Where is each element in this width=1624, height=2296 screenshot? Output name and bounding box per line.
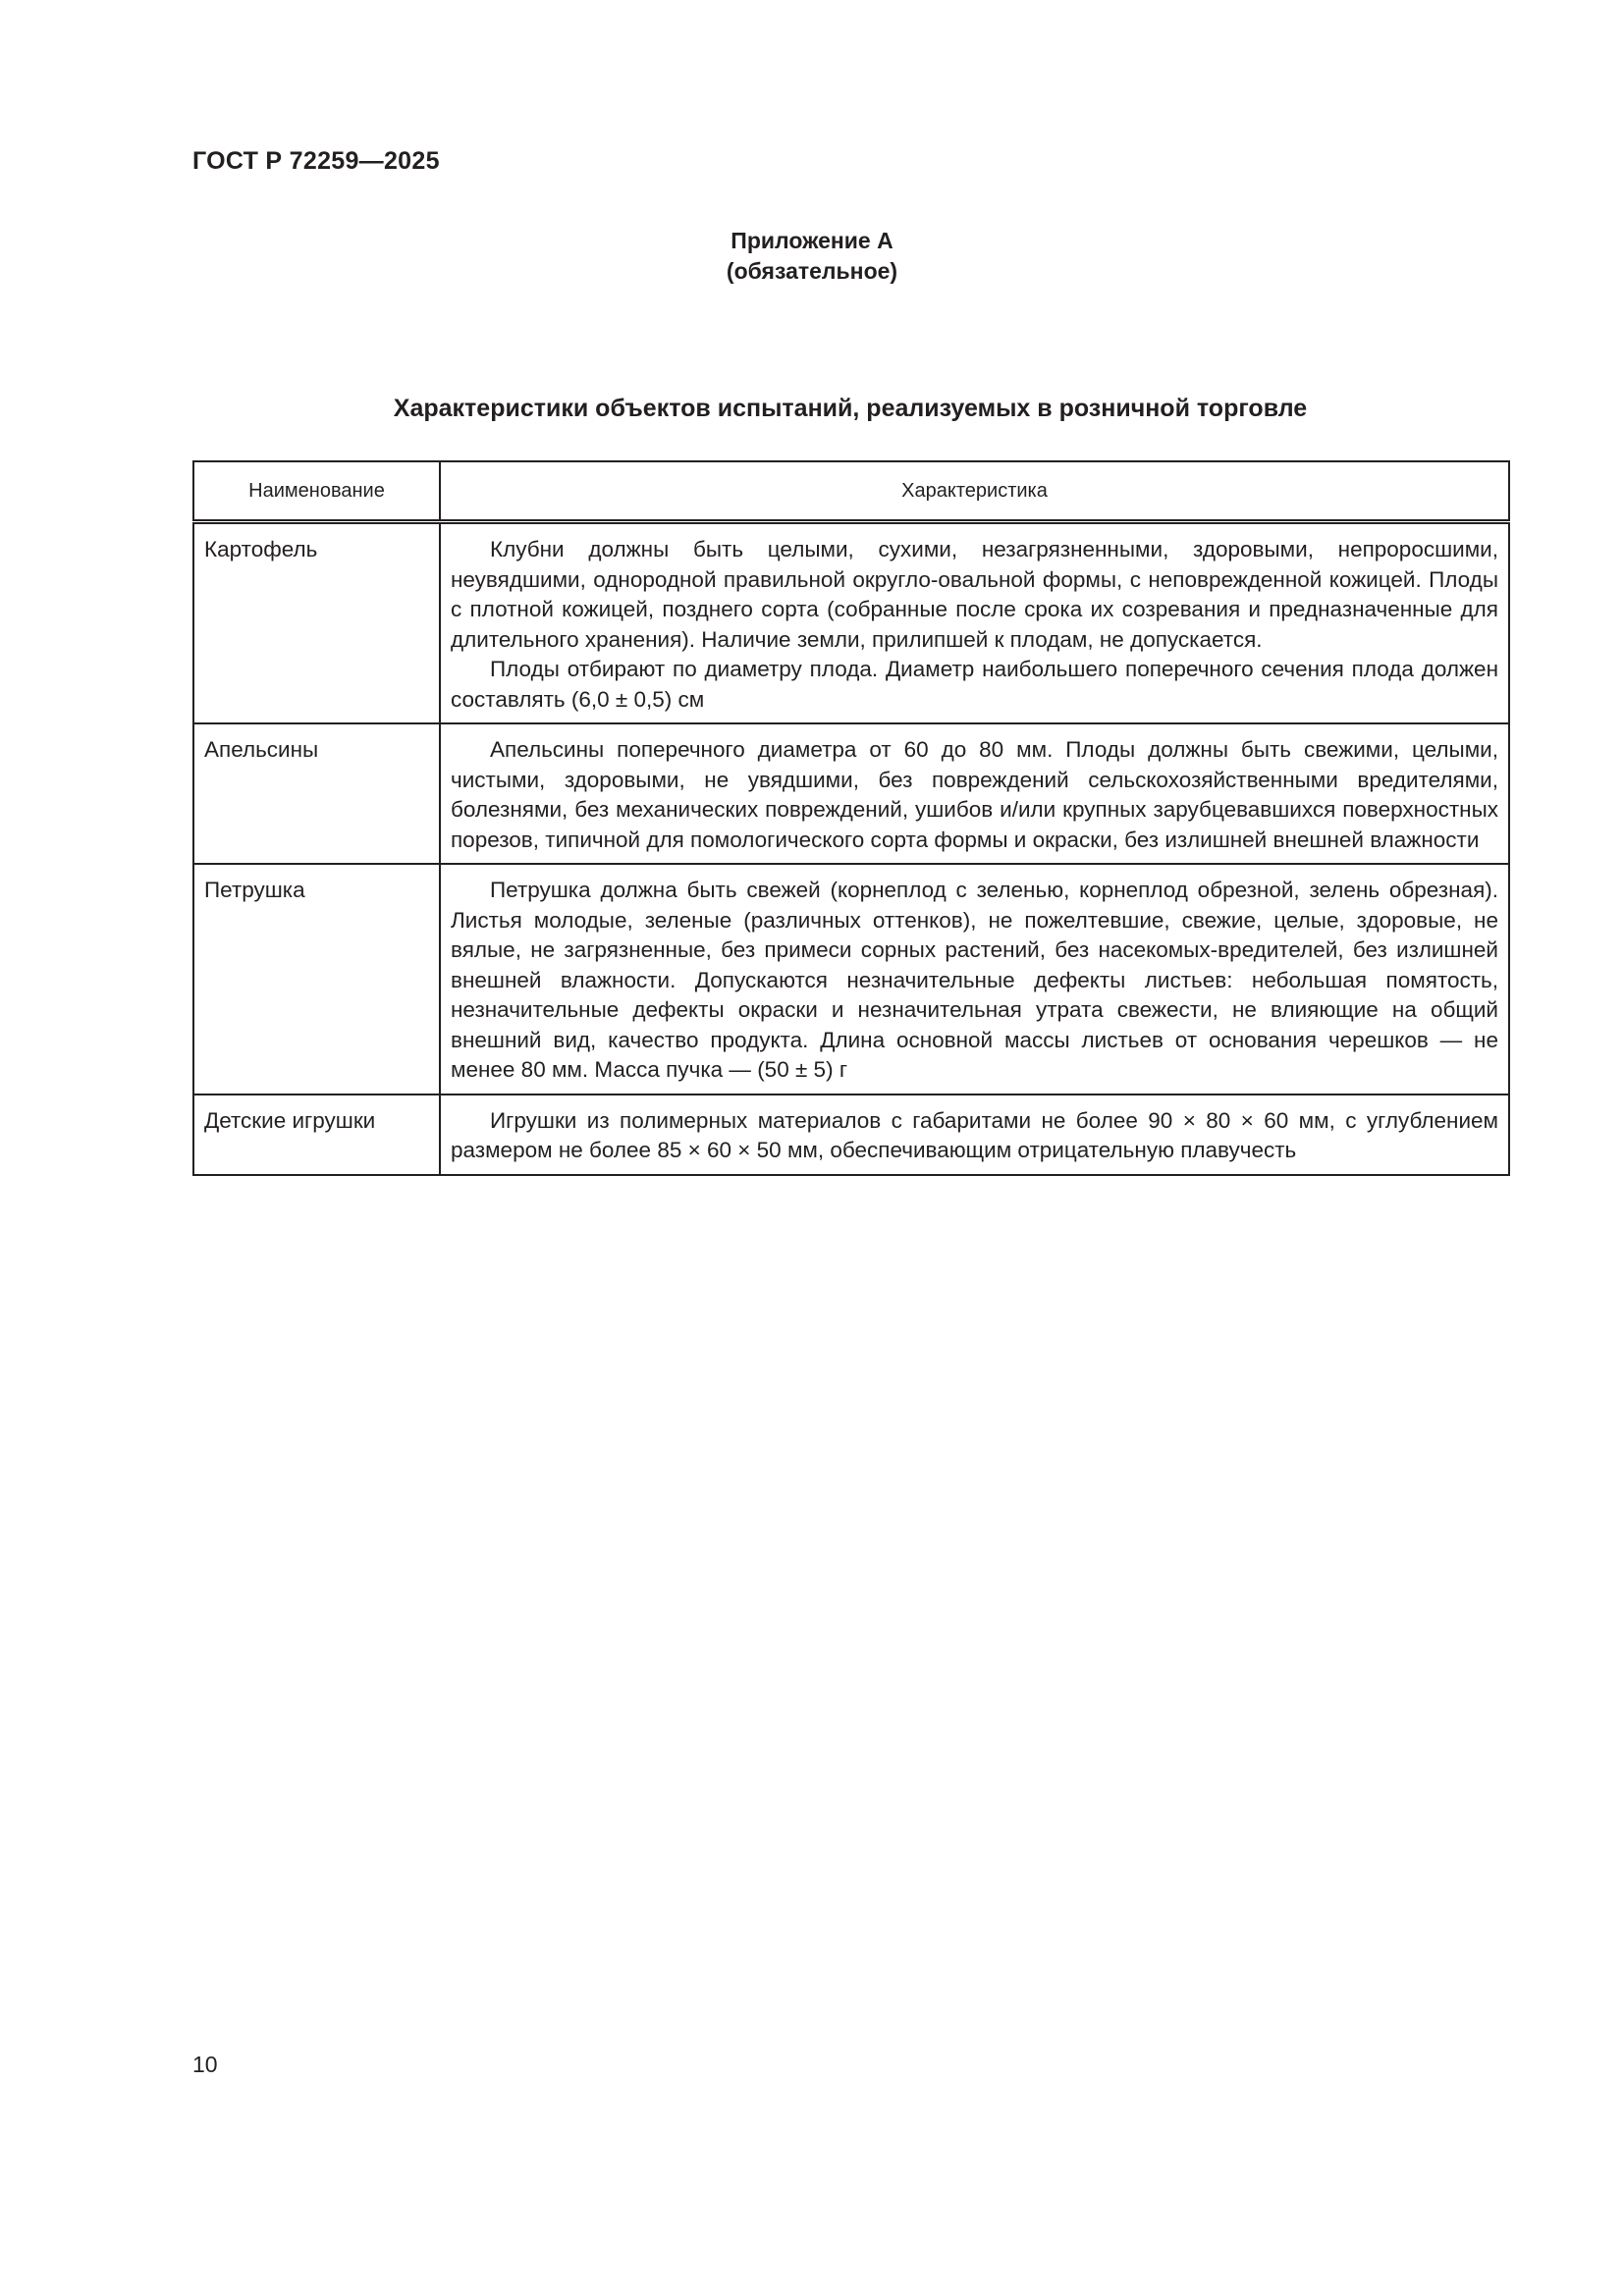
table-row-parsley xyxy=(193,864,1509,1095)
row-name-cell: Апельсины xyxy=(193,723,440,864)
description-paragraph: Петрушка должна быть свежей (корнеплод с зеленью, корнеплод обрезной, зелень обрезная). Листья молодые, зеленые (различных оттенков), не пожелтевшие, свежие, целые, здоровые, не вялые, не загрязненные, без примеси сорных растений, без насекомых-вредителей, без излишней внешней влажности. Допускаются незначительные дефекты листьев: небольшая помятость, незначительные дефекты окраски и незначительная утрата свежести, не влияющие на общий внешний вид, качество продукта. Длина основной массы листьев от основания черешков — не менее 80 мм. Масса пучка — (50 ± 5) г xyxy=(451,878,1498,1082)
description-paragraph: Клубни должны быть целыми, сухими, незагрязненными, здоровыми, непроросшими, неувядшими, однородной правильной округло-овальной формы, с неповрежденной кожицей. Плоды с плотной кожицей, позднего сорта (собранные после срока их созревания и предназначенные для длительного хранения). Наличие земли, прилипшей к плодам, не допускается. xyxy=(451,537,1498,652)
table-row-potato xyxy=(193,522,1509,724)
row-name-cell: Детские игрушки xyxy=(193,1095,440,1175)
table-row-toys xyxy=(193,1095,1509,1175)
page-number: 10 xyxy=(192,2052,218,2077)
row-description-cell xyxy=(440,522,1509,724)
document-code: ГОСТ Р 72259—2025 xyxy=(192,147,440,175)
annex-title: Приложение А xyxy=(731,228,893,253)
characteristics-table xyxy=(192,460,1510,1176)
table-row-oranges xyxy=(193,723,1509,864)
column-header-name: Наименование xyxy=(193,461,440,522)
row-description-cell xyxy=(440,723,1509,864)
annex-status: (обязательное) xyxy=(726,258,898,284)
row-name-cell: Петрушка xyxy=(193,864,440,1095)
description-paragraph: Игрушки из полимерных материалов с габаритами не более 90 × 80 × 60 мм, с углублением размером не более 85 × 60 × 50 мм, обеспечивающим отрицательную плавучесть xyxy=(451,1107,1498,1162)
column-header-characteristic: Характеристика xyxy=(440,461,1509,522)
row-description-cell xyxy=(440,864,1509,1095)
row-name-cell: Картофель xyxy=(193,522,440,724)
annex-heading xyxy=(0,226,1624,287)
row-description-cell xyxy=(440,1095,1509,1175)
description-paragraph: Плоды отбирают по диаметру плода. Диаметр наибольшего поперечного сечения плода должен составлять (6,0 ± 0,5) см xyxy=(451,657,1498,712)
description-paragraph: Апельсины поперечного диаметра от 60 до 80 мм. Плоды должны быть свежими, целыми, чистыми, здоровыми, не увядшими, без повреждений сельскохозяйственными вредителями, болезнями, без механических повреждений, ушибов и/или крупных зарубцевавшихся поверхностных порезов, типичной для помологического сорта формы и окраски, без излишней внешней влажности xyxy=(451,737,1498,852)
table-header-row xyxy=(193,461,1509,522)
table-title: Характеристики объектов испытаний, реализуемых в розничной торговле xyxy=(393,395,1308,422)
